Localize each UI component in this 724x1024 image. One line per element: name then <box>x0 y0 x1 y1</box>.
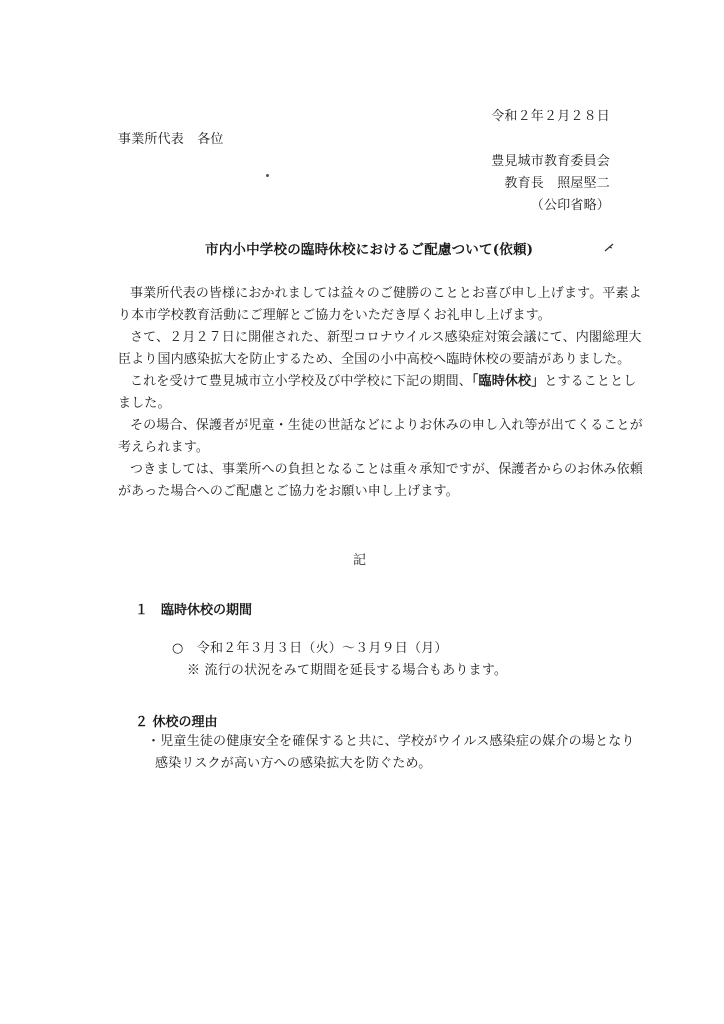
body-text: り本市学校教育活動にご理解とご協力をいただき厚くお礼申し上げます。 <box>118 308 551 323</box>
body-text: さて、２月２７日に開催された、新型コロナウイルス感染症対策会議にて、内閣総理大 <box>130 330 642 345</box>
body-text: があった場合へのご配慮とご協力をお願い申し上げます。 <box>118 484 459 499</box>
body-text-segment: とすることとし <box>544 374 637 389</box>
closure-reason: ・児童生徒の健康安全を確保すると共に、学校がウイルス感染症の媒介の場となり <box>147 734 635 749</box>
body-text <box>130 374 637 390</box>
body-text: 臣より国内感染拡大を防止するため、全国の小中高校へ臨時休校の要請がありました。 <box>118 352 631 367</box>
pen-mark <box>604 242 614 252</box>
body-text: その場合、保護者が児童・生徒の世話などによりお休みの申し入れ等が出てくることが <box>130 418 643 433</box>
sender-organization: 豊見城市教育委員会 <box>491 154 610 169</box>
body-text: ました。 <box>118 396 171 411</box>
body-text-segment: これを受けて豊見城市立小学校及び中学校に下記の期間、 <box>130 374 472 389</box>
seal-omitted-note: （公印省略） <box>530 198 610 213</box>
body-text: 事業所代表の皆様におかれましては益々のご健勝のこととお喜び申し上げます。平素よ <box>130 286 642 301</box>
section-1-heading: １ 臨時休校の期間 <box>135 603 253 618</box>
addressee: 事業所代表 各位 <box>118 132 224 147</box>
document-date: 令和２年２月２８日 <box>491 109 610 124</box>
extension-note: ※ 流行の状況をみて期間を延長する場合もあります。 <box>187 663 508 678</box>
sender-title: 教育長 照屋堅二 <box>504 176 610 191</box>
body-text: つきましては、事業所への負担となることは重々承知ですが、保護者からのお休み依頼 <box>130 462 643 477</box>
closure-reason: 感染リスクが高い方への感染拡大を防ぐため。 <box>155 756 432 771</box>
body-text: 考えられます。 <box>118 440 210 455</box>
section-2-heading: ２ 休校の理由 <box>135 715 218 730</box>
closure-period: ○ 令和２年３月３日（火）～３月９日（月） <box>172 641 448 656</box>
document-title: 市内小中学校の臨時休校におけるご配慮ついて(依頼) <box>205 242 534 258</box>
emphasis-closure: 「臨時休校」 <box>471 374 545 389</box>
scan-speck <box>266 174 269 177</box>
ki-marker: 記 <box>353 553 367 568</box>
